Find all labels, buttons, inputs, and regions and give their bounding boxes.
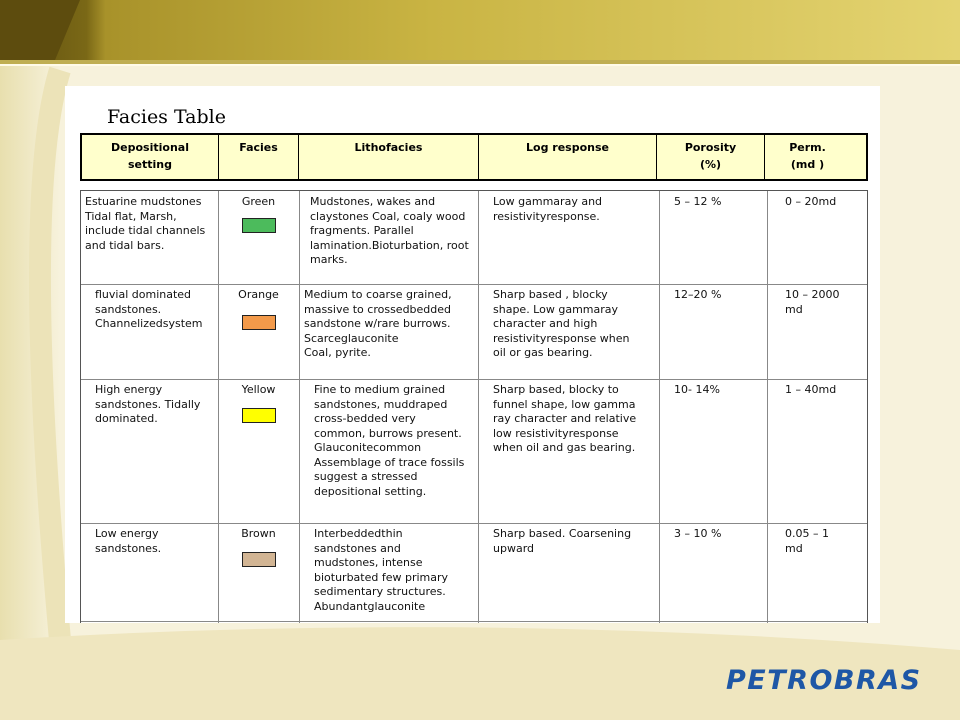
cell-porosity: 12–20 %: [674, 288, 722, 301]
cell-setting: High energy sandstones. Tidally dominated.: [95, 383, 201, 425]
cell-setting: Estuarine mudstones Tidal flat, Marsh, include tidal channels and tidal bars.: [85, 195, 206, 252]
cell-porosity: 5 – 12 %: [674, 195, 722, 208]
cell-perm: 0.05 – 1 md: [785, 527, 829, 555]
cell-log-response: Sharp based, blocky to funnel shape, low gamma ray character and relative low resistivityresponse when oil and gas bearing.: [493, 383, 637, 454]
cell-setting: Low energy sandstones.: [95, 527, 162, 555]
cell-facies: Green: [241, 195, 276, 208]
header-lithofacies: Lithofacies: [299, 135, 479, 179]
table-title: Facies Table: [107, 106, 226, 128]
grid-line: [659, 191, 660, 623]
cell-lithofacies: Interbeddedthin sandstones and mudstones, intense bioturbated few primary sedimentary structures. Abundantglauconite: [314, 527, 449, 613]
facies-color-swatch: [242, 552, 276, 567]
header-porosity: Porosity (%): [657, 135, 765, 179]
facies-table-body: [80, 190, 868, 623]
header-log-response: Log response: [479, 135, 657, 179]
cell-lithofacies: Fine to medium grained sandstones, muddraped cross-bedded very common, burrows present. Glauconitecommon Assemblage of trace fossils suggest a stressed depositional setting.: [314, 383, 465, 498]
cell-perm: 10 – 2000 md: [785, 288, 840, 316]
grid-line: [767, 191, 768, 623]
facies-color-swatch: [242, 315, 276, 330]
grid-line: [81, 621, 867, 622]
cell-porosity: 3 – 10 %: [674, 527, 722, 540]
header-depositional-setting: Depositional setting: [82, 135, 219, 179]
facies-color-swatch: [242, 218, 276, 233]
cell-log-response: Low gammaray and resistivityresponse.: [493, 195, 603, 223]
cell-log-response: Sharp based , blocky shape. Low gammaray character and high resistivityresponse when oil or gas bearing.: [493, 288, 630, 359]
grid-line: [218, 191, 219, 623]
cell-lithofacies: Mudstones, wakes and claystones Coal, coaly wood fragments. Parallel lamination.Bioturbation, root marks.: [310, 195, 469, 266]
facies-color-swatch: [242, 408, 276, 423]
cell-perm: 0 – 20md: [785, 195, 837, 208]
cell-facies: Orange: [238, 288, 279, 301]
cell-setting: fluvial dominated sandstones. Channelizedsystem: [95, 288, 203, 330]
petrobras-logo: PETROBRAS: [726, 665, 922, 696]
cell-facies: Brown: [241, 527, 276, 540]
cell-log-response: Sharp based. Coarsening upward: [493, 527, 632, 555]
header-perm: Perm. (md ): [789, 141, 826, 171]
table-header: [80, 133, 868, 181]
cell-porosity: 10- 14%: [674, 383, 720, 396]
cell-lithofacies: Medium to coarse grained, massive to crossedbedded sandstone w/rare burrows. Scarceglauconite Coal, pyrite.: [304, 288, 452, 359]
cell-perm: 1 – 40md: [785, 383, 837, 396]
header-facies: Facies: [219, 135, 299, 179]
facies-table-panel: [65, 86, 880, 623]
cell-facies: Yellow: [241, 383, 276, 396]
